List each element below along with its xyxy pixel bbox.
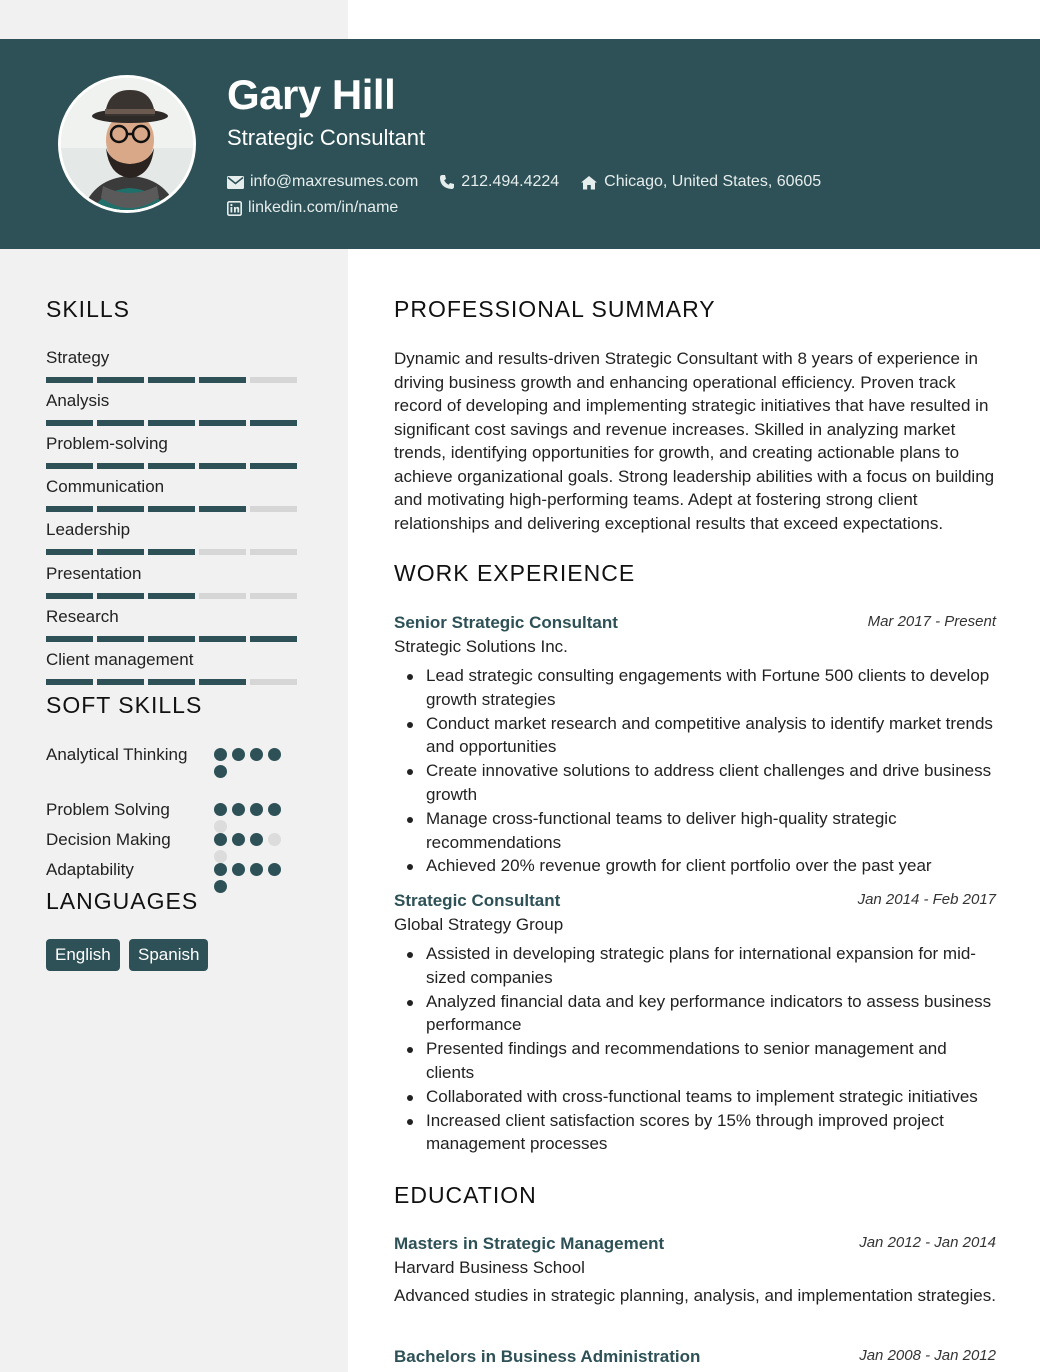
skill-bar-segment	[250, 679, 297, 685]
resume-header	[0, 39, 1040, 249]
language-badge-spanish: Spanish	[129, 939, 208, 971]
job-entry	[394, 613, 996, 878]
job-company: Global Strategy Group	[394, 915, 564, 934]
skill-bar-segment	[97, 506, 144, 512]
skill-dot	[214, 803, 227, 816]
skill-bar-segment	[199, 679, 246, 685]
job-bullet: Analyzed financial data and key performance indicators to assess business performance	[394, 990, 996, 1038]
skill-bar-segment	[250, 636, 297, 642]
skill-bar-segment	[148, 593, 195, 599]
skill-dot	[250, 748, 263, 761]
skill-bar-segment	[199, 420, 246, 426]
job-bullet: Conduct market research and competitive analysis to identify market trends and opportunities	[394, 712, 996, 760]
job-dates: Mar 2017 - Present	[867, 613, 996, 630]
skill-bar-segment	[97, 377, 144, 383]
job-title: Senior Strategic Consultant	[394, 613, 618, 632]
skill-name: Problem-solving	[46, 434, 168, 453]
skill-bar-segment	[199, 549, 246, 555]
avatar	[58, 75, 196, 213]
skill-bar-segment	[46, 463, 93, 469]
skill-bar-segment	[250, 506, 297, 512]
degree-title: Masters in Strategic Management	[394, 1234, 665, 1253]
skill-bar-segment	[199, 636, 246, 642]
skill-bar-segment	[97, 463, 144, 469]
skill-dot	[250, 863, 263, 876]
soft-skill-dots	[214, 833, 294, 863]
job-bullet: Presented findings and recommendations to senior management and clients	[394, 1037, 996, 1085]
skill-bar-segment	[199, 377, 246, 383]
skill-bar-segment	[250, 463, 297, 469]
home-icon	[580, 175, 598, 190]
skill-bar-segment	[46, 549, 93, 555]
phone-icon	[439, 174, 455, 190]
skill-bar-segment	[46, 506, 93, 512]
skill-bar	[46, 636, 297, 642]
skill-bar-segment	[46, 636, 93, 642]
soft-skill-name: Problem Solving	[46, 800, 170, 819]
summary-text: Dynamic and results-driven Strategic Consultant with 8 years of experience in driving business growth and enhancing operational efficiency. Proven track record of developing and implementing strategic initiatives that have resulted in significant cost savings and revenue increases. Skilled in analyzing market trends, identifying opportunities for growth, and creating actionable plans to achieve organizational goals. Strong leadership abilities with a focus on building and motivating high-performing teams. Adept at fostering strong client relationships and delivering exceptional results that exceed expectations.	[394, 349, 995, 533]
skill-dot	[214, 820, 227, 833]
skill-bar-segment	[46, 420, 93, 426]
languages-title: LANGUAGES	[46, 888, 199, 914]
skill-dot	[214, 850, 227, 863]
job-bullet: Lead strategic consulting engagements with Fortune 500 clients to develop growth strategies	[394, 664, 996, 712]
soft-skill-name: Decision Making	[46, 830, 171, 849]
linkedin-text: linkedin.com/in/name	[248, 199, 399, 216]
education-dates: Jan 2012 - Jan 2014	[859, 1234, 996, 1251]
skill-dot	[232, 748, 245, 761]
summary-title: PROFESSIONAL SUMMARY	[394, 296, 716, 322]
skill-bar-segment	[250, 377, 297, 383]
skill-bar-segment	[250, 549, 297, 555]
education-entry	[394, 1234, 996, 1308]
skill-bar-segment	[148, 636, 195, 642]
job-dates: Jan 2014 - Feb 2017	[857, 891, 996, 908]
skill-bar	[46, 506, 297, 512]
education-title: EDUCATION	[394, 1182, 537, 1208]
skill-dot	[268, 803, 281, 816]
skill-dot	[232, 803, 245, 816]
skill-bar-segment	[46, 593, 93, 599]
skill-dot	[250, 833, 263, 846]
skill-name: Research	[46, 607, 119, 626]
job-bullet: Achieved 20% revenue growth for client portfolio over the past year	[394, 854, 996, 878]
skills-title: SKILLS	[46, 296, 130, 322]
skill-dot	[268, 833, 281, 846]
candidate-role: Strategic Consultant	[227, 125, 426, 150]
location-text: Chicago, United States, 60605	[604, 173, 822, 190]
skill-bar-segment	[148, 420, 195, 426]
skill-bar-segment	[148, 549, 195, 555]
skill-dot	[232, 833, 245, 846]
job-bullets	[394, 942, 996, 1156]
skill-bar	[46, 420, 297, 426]
skill-name: Strategy	[46, 348, 110, 367]
skill-bar-segment	[46, 377, 93, 383]
school-name: Harvard Business School	[394, 1258, 585, 1277]
skill-bar-segment	[148, 377, 195, 383]
skill-bar-segment	[250, 420, 297, 426]
contact-email[interactable]	[227, 173, 418, 191]
skill-dot	[214, 833, 227, 846]
skill-bar	[46, 463, 297, 469]
skill-bar	[46, 549, 297, 555]
education-description: Advanced studies in strategic planning, analysis, and implementation strategies.	[394, 1286, 996, 1305]
experience-title: WORK EXPERIENCE	[394, 560, 636, 586]
skill-bar-segment	[148, 679, 195, 685]
envelope-icon	[227, 176, 244, 189]
skill-bar-segment	[97, 679, 144, 685]
job-company: Strategic Solutions Inc.	[394, 637, 568, 656]
skill-dot	[250, 803, 263, 816]
skill-dot	[214, 880, 227, 893]
contact-linkedin[interactable]	[227, 199, 398, 217]
phone-text: 212.494.4224	[461, 173, 560, 190]
skill-bar	[46, 377, 297, 383]
contact-info	[227, 169, 842, 221]
skill-name: Analysis	[46, 391, 110, 410]
soft-skill-name: Analytical Thinking	[46, 745, 188, 764]
skill-dot	[214, 765, 227, 778]
skill-name: Leadership	[46, 520, 131, 539]
job-bullets	[394, 664, 996, 878]
soft-skills-title: SOFT SKILLS	[46, 692, 203, 718]
skill-bar-segment	[199, 506, 246, 512]
job-bullet: Manage cross-functional teams to deliver high-quality strategic recommendations	[394, 807, 996, 855]
job-bullet: Collaborated with cross-functional teams to implement strategic initiatives	[394, 1085, 996, 1109]
skill-dot	[232, 863, 245, 876]
skill-bar	[46, 679, 297, 685]
skill-dot	[268, 748, 281, 761]
education-dates: Jan 2008 - Jan 2012	[859, 1347, 996, 1364]
skill-bar-segment	[97, 593, 144, 599]
skill-bar-segment	[97, 636, 144, 642]
skill-dot	[214, 748, 227, 761]
skill-name: Presentation	[46, 564, 142, 583]
job-title: Strategic Consultant	[394, 891, 561, 910]
language-badge-english: English	[46, 939, 120, 971]
skill-dot	[214, 863, 227, 876]
skill-bar-segment	[250, 593, 297, 599]
degree-title: Bachelors in Business Administration	[394, 1347, 701, 1366]
job-bullet: Increased client satisfaction scores by 15% through improved project management processes	[394, 1109, 996, 1157]
skill-bar-segment	[97, 420, 144, 426]
skill-bar-segment	[199, 593, 246, 599]
job-bullet: Assisted in developing strategic plans for international expansion for mid-sized companies	[394, 942, 996, 990]
skill-name: Client management	[46, 650, 194, 669]
skill-bar	[46, 593, 297, 599]
soft-skill-name: Adaptability	[46, 860, 134, 879]
skill-bar-segment	[97, 549, 144, 555]
skill-name: Communication	[46, 477, 165, 496]
soft-skill-dots	[214, 803, 294, 833]
soft-skill-dots	[214, 863, 294, 893]
skill-bar-segment	[148, 506, 195, 512]
job-entry	[394, 891, 996, 1156]
skill-bar-segment	[199, 463, 246, 469]
contact-location	[580, 173, 821, 191]
candidate-name: Gary Hill	[227, 71, 396, 118]
contact-phone[interactable]	[439, 173, 559, 191]
skill-dot	[268, 863, 281, 876]
email-text: info@maxresumes.com	[250, 173, 419, 190]
education-entry	[394, 1347, 996, 1367]
skill-bar-segment	[46, 679, 93, 685]
linkedin-icon	[227, 201, 242, 216]
soft-skill-dots	[214, 748, 294, 778]
job-bullet: Create innovative solutions to address client challenges and drive business growth	[394, 759, 996, 807]
skill-bar-segment	[148, 463, 195, 469]
